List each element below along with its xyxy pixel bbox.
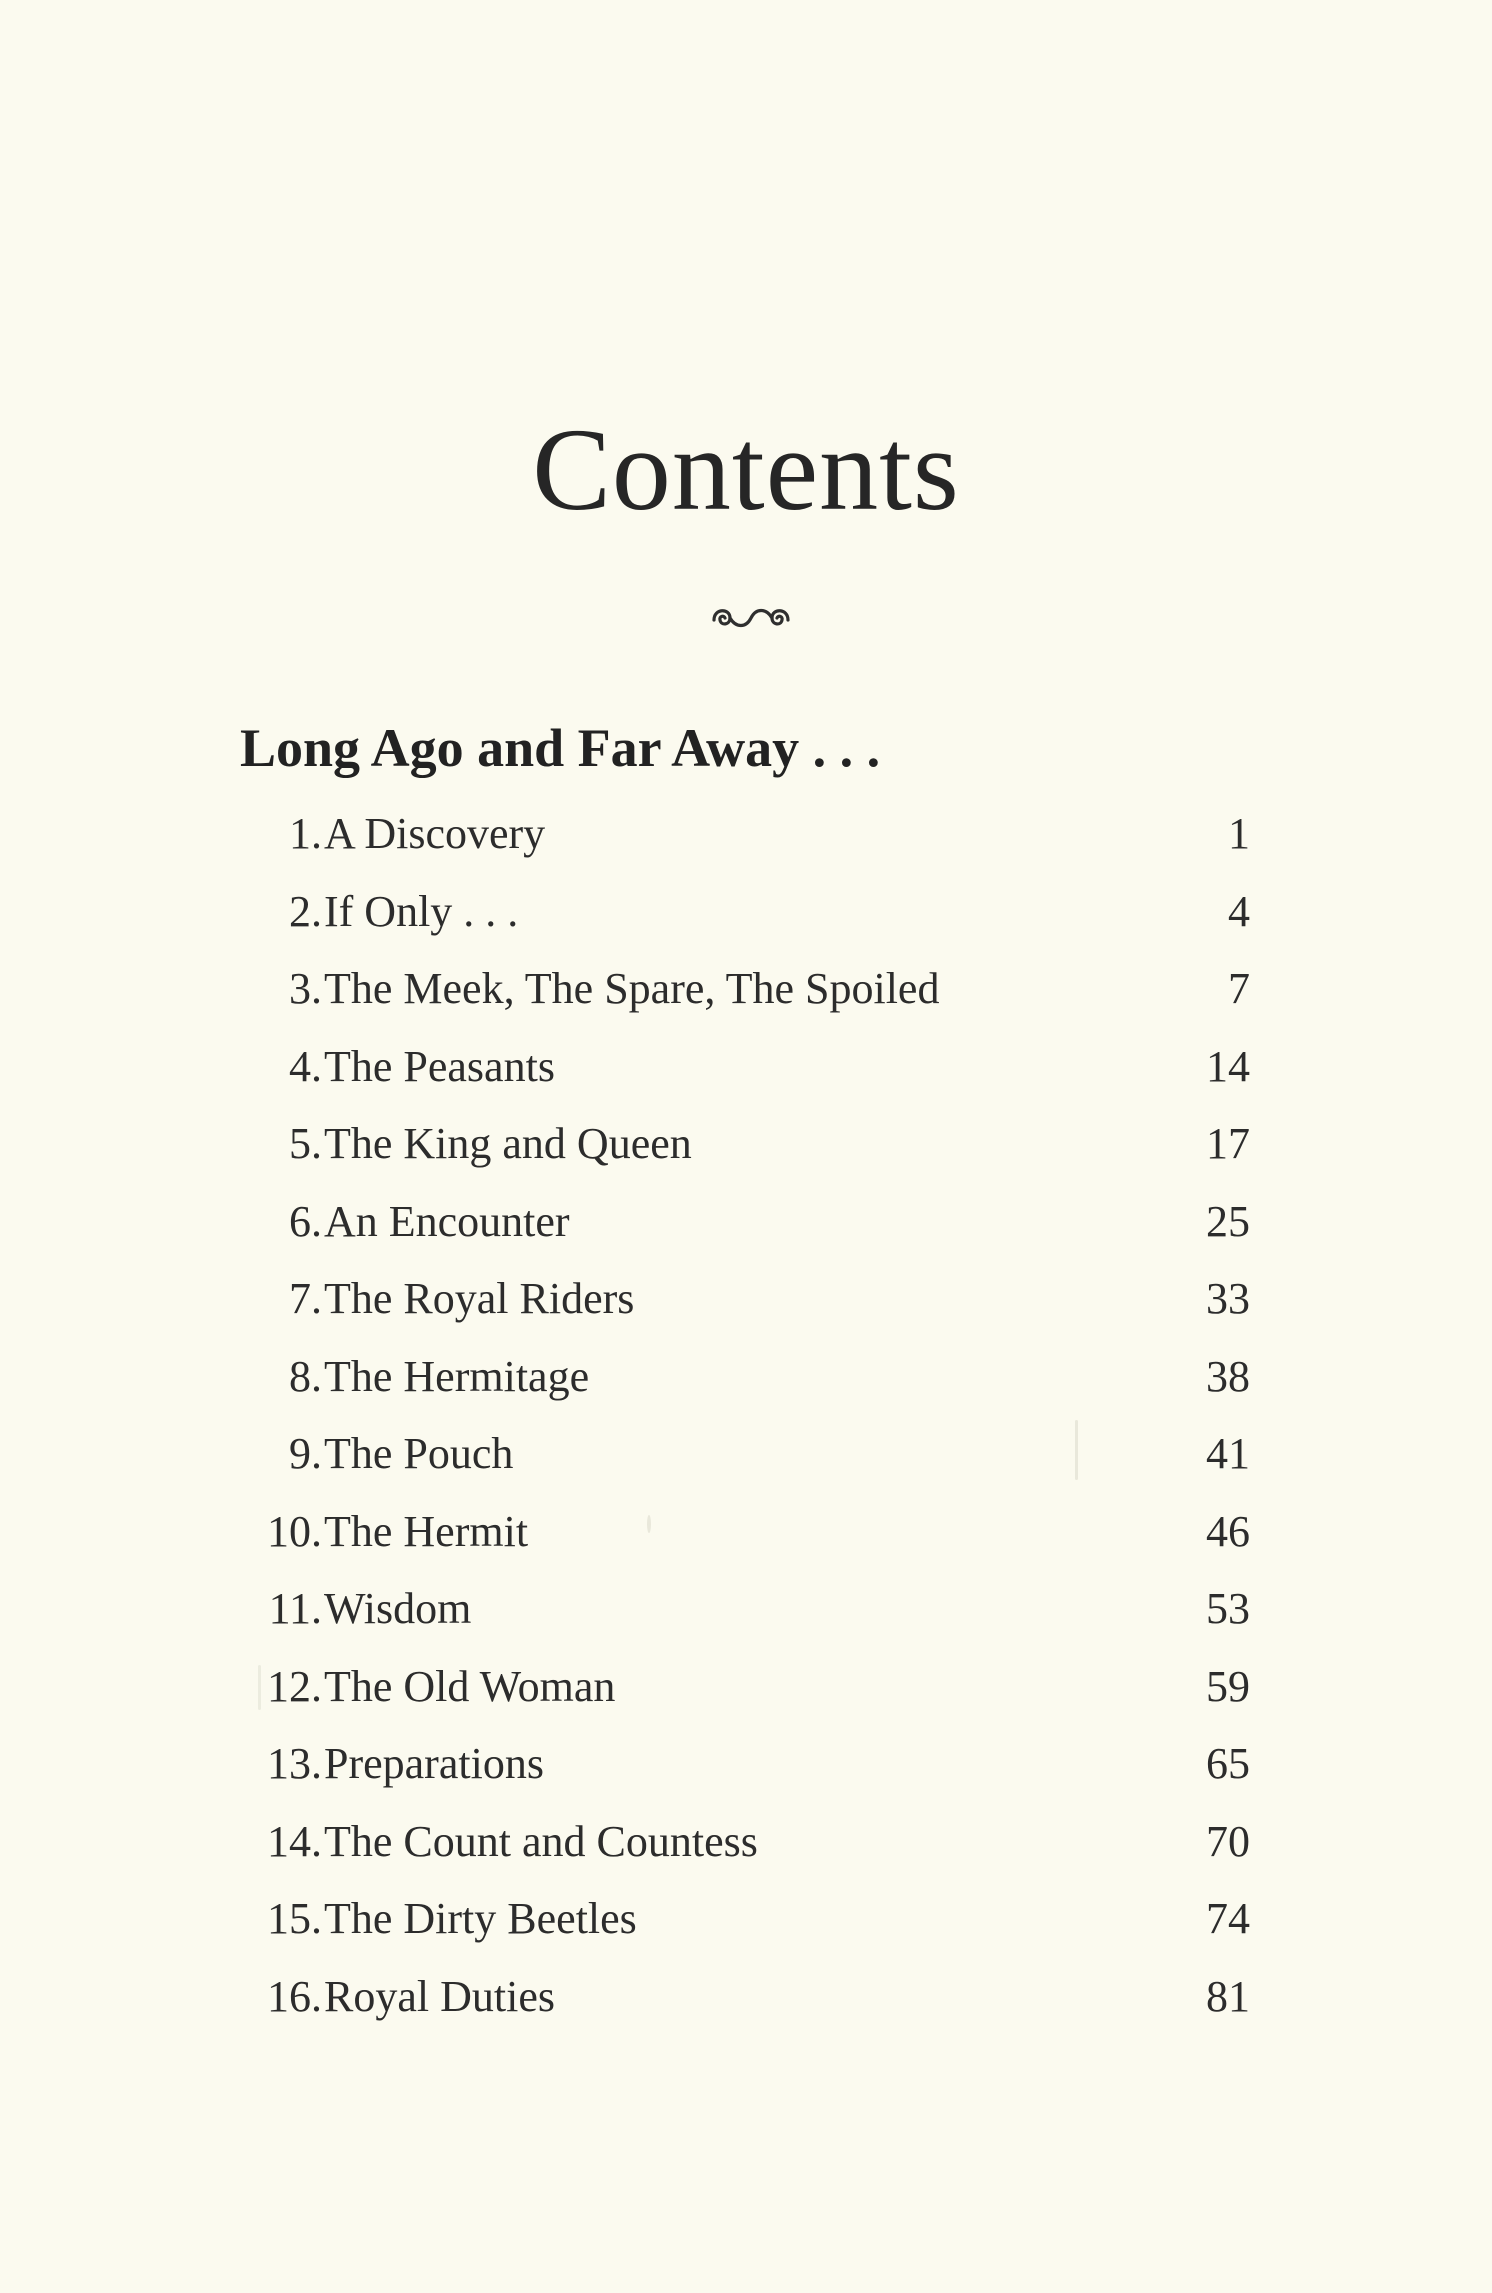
page-number: 74	[1206, 1894, 1250, 1943]
chapter-number: 15.	[267, 1894, 322, 1943]
toc-entry	[240, 1648, 1250, 1726]
page-number: 4	[1228, 886, 1250, 936]
page-number: 59	[1206, 1661, 1250, 1711]
paper-speck	[1075, 1420, 1078, 1480]
chapter-number: 9.	[289, 1429, 322, 1478]
chapter-number: 10.	[267, 1506, 322, 1556]
chapter-number: 12.	[267, 1661, 322, 1711]
chapter-title: The Pouch	[324, 1429, 514, 1478]
toc-entry	[240, 873, 1250, 951]
chapter-title: The Count and Countess	[324, 1816, 758, 1866]
page-number: 65	[1206, 1739, 1250, 1788]
chapter-title: The Hermitage	[324, 1351, 590, 1401]
toc-entry	[240, 1260, 1250, 1338]
chapter-number: 8.	[289, 1351, 322, 1401]
chapter-title: The Meek, The Spare, The Spoiled	[324, 964, 940, 1013]
page-number: 33	[1206, 1274, 1250, 1323]
chapter-number: 2.	[289, 886, 322, 936]
chapter-title: The Dirty Beetles	[324, 1894, 637, 1943]
chapter-title: A Discovery	[324, 809, 546, 858]
chapter-title: An Encounter	[324, 1196, 570, 1246]
chapter-number: 14.	[267, 1816, 322, 1866]
toc-entry	[240, 950, 1250, 1028]
page-number: 25	[1206, 1196, 1250, 1246]
page-number: 81	[1206, 1971, 1250, 2021]
page-number: 17	[1206, 1119, 1250, 1168]
chapter-number: 7.	[289, 1274, 322, 1323]
chapter-number: 16.	[267, 1971, 322, 2021]
chapter-title: Royal Duties	[324, 1971, 555, 2021]
page-number: 38	[1206, 1351, 1250, 1401]
chapter-title: The Royal Riders	[324, 1274, 635, 1323]
toc-entry	[240, 1028, 1250, 1106]
toc-entry	[240, 1958, 1250, 2036]
page-number: 14	[1206, 1041, 1250, 1091]
paper-speck	[258, 1665, 261, 1710]
table-of-contents	[240, 795, 1250, 2035]
toc-entry	[240, 1415, 1250, 1493]
page-number: 1	[1228, 809, 1250, 858]
chapter-number: 1.	[289, 809, 322, 858]
chapter-title: The Hermit	[324, 1506, 529, 1556]
page-number: 7	[1228, 964, 1250, 1013]
chapter-title: The King and Queen	[324, 1119, 692, 1168]
chapter-title: If Only . . .	[324, 886, 519, 936]
toc-entry	[240, 1803, 1250, 1881]
chapter-number: 3.	[289, 964, 322, 1013]
chapter-title: The Peasants	[324, 1041, 555, 1091]
page-number: 70	[1206, 1816, 1250, 1866]
chapter-title: Preparations	[324, 1739, 544, 1788]
chapter-number: 13.	[267, 1739, 322, 1788]
scroll-flourish-icon	[706, 598, 796, 638]
toc-entry	[240, 1725, 1250, 1803]
page-number: 46	[1206, 1506, 1250, 1556]
chapter-title: Wisdom	[324, 1584, 472, 1633]
toc-entry	[240, 795, 1250, 873]
toc-entry	[240, 1338, 1250, 1416]
toc-entry	[240, 1105, 1250, 1183]
chapter-number: 11.	[268, 1584, 322, 1633]
toc-entry	[240, 1570, 1250, 1648]
chapter-number: 6.	[289, 1196, 322, 1246]
toc-entry	[240, 1493, 1250, 1571]
toc-entry	[240, 1880, 1250, 1958]
paper-speck	[647, 1515, 651, 1533]
chapter-number: 4.	[289, 1041, 322, 1091]
chapter-title: The Old Woman	[324, 1661, 616, 1711]
section-heading: Long Ago and Far Away . . .	[240, 718, 881, 778]
page-title: Contents	[532, 404, 960, 535]
toc-entry	[240, 1183, 1250, 1261]
page-number: 41	[1206, 1429, 1250, 1478]
chapter-number: 5.	[289, 1119, 322, 1168]
page-number: 53	[1206, 1584, 1250, 1633]
